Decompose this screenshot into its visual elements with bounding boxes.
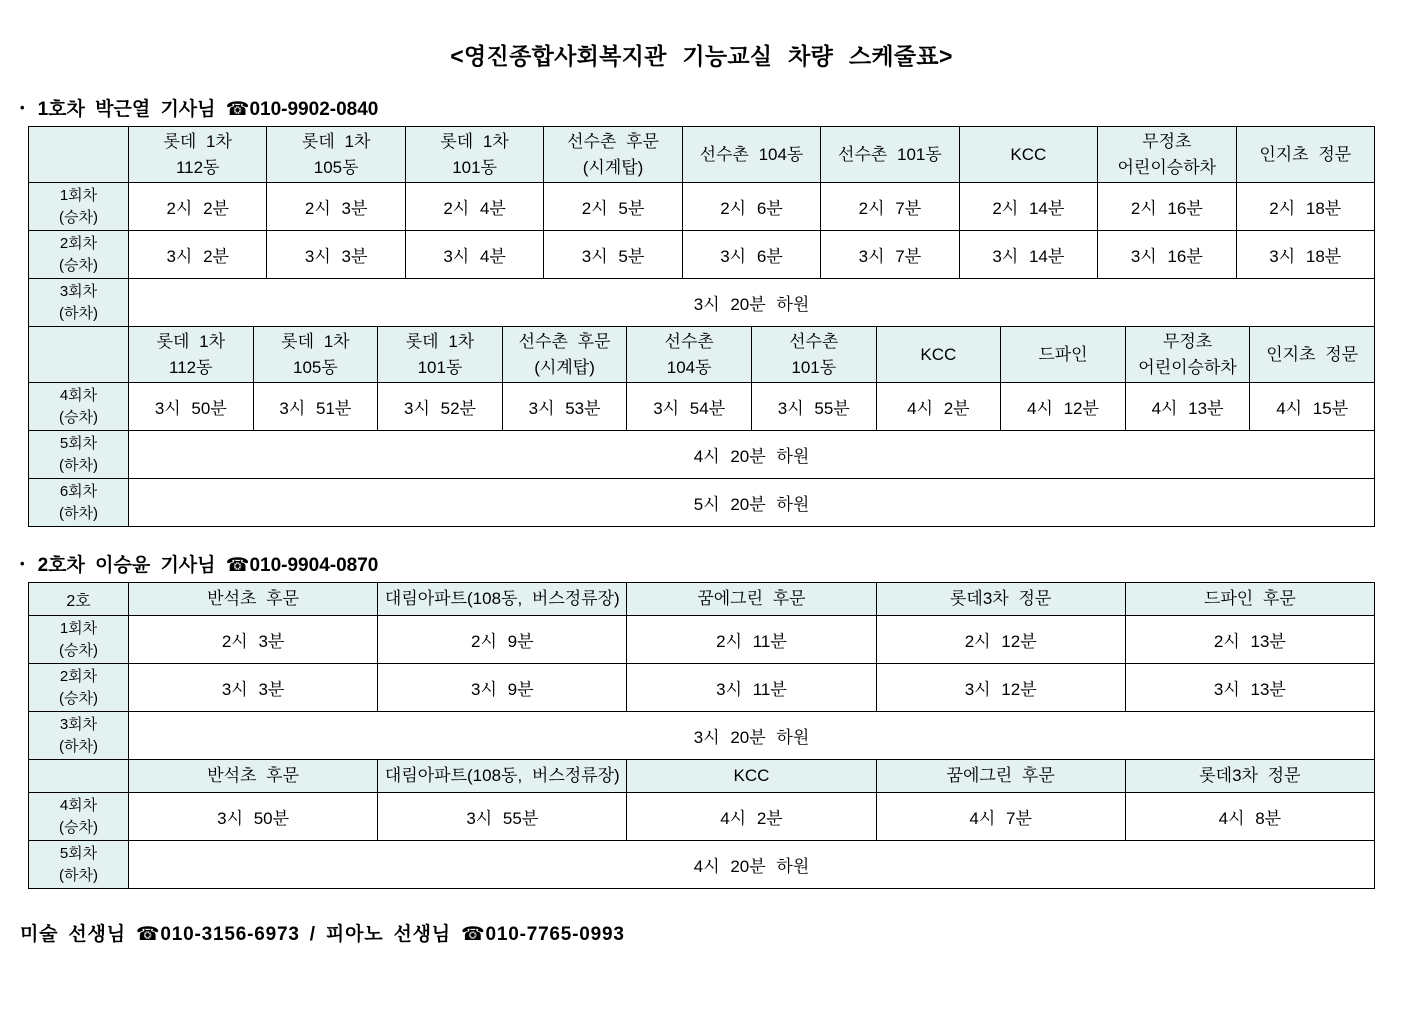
time-cell: 3시 55분 (751, 383, 876, 431)
time-cell: 3시 5분 (544, 231, 682, 279)
stop-header-cell (405, 127, 543, 183)
cell-line: 101동 (791, 357, 837, 377)
cell-line: 2회차 (59, 234, 98, 252)
corner-cell (29, 327, 129, 383)
time-cell: 2시 7분 (821, 183, 959, 231)
stop-header-cell (129, 583, 378, 616)
corner-cell (29, 760, 129, 793)
trip-row (29, 383, 1375, 431)
time-cell: 2시 18분 (1236, 183, 1375, 231)
stop-header-cell (129, 127, 267, 183)
cell-line: 5회차 (59, 844, 98, 862)
schedule-table (28, 582, 1375, 760)
cell-line: 선수촌 101동 (838, 144, 942, 164)
cell-line: 무정초 (1162, 332, 1213, 351)
cell-line: (시계탑) (582, 157, 644, 177)
cell-line: 드파인 (1038, 344, 1088, 364)
time-cell: 2시 12분 (876, 616, 1125, 664)
trip-label-cell (29, 383, 129, 431)
time-cell: 2시 3분 (267, 183, 405, 231)
cell-line: 롯데 1차 (405, 332, 475, 351)
stop-header-cell (876, 583, 1125, 616)
cell-line: 1회차 (59, 619, 98, 637)
stop-header-cell (627, 327, 752, 383)
trip-label-cell (29, 183, 129, 231)
cell-line: 선수촌 후문 (518, 332, 611, 351)
stop-header-cell (959, 127, 1097, 183)
trip-label-cell (29, 841, 129, 889)
cell-line: (승차) (59, 256, 98, 274)
corner-cell (29, 127, 129, 183)
cell-line: 104동 (666, 357, 712, 377)
time-cell: 2시 2분 (129, 183, 267, 231)
stop-header-cell (1250, 327, 1375, 383)
time-cell: 3시 51분 (253, 383, 378, 431)
cell-line: 꿈에그린 후문 (697, 589, 806, 609)
time-cell: 3시 4분 (405, 231, 543, 279)
time-cell: 2시 13분 (1125, 616, 1374, 664)
time-cell: 4시 2분 (627, 793, 876, 841)
cell-line: 롯데3차 정문 (1199, 766, 1301, 786)
cell-line: 롯데3차 정문 (950, 589, 1052, 609)
bus-2-heading-text: 2호차 이승윤 기사님 ☎010-9904-0870 (37, 555, 379, 576)
time-cell: 3시 53분 (502, 383, 627, 431)
cell-line: 112동 (175, 157, 220, 177)
schedule-table (28, 326, 1375, 527)
cell-line: 4회차 (59, 796, 98, 814)
time-cell: 3시 2분 (129, 231, 267, 279)
cell-line: 105동 (292, 357, 338, 377)
time-cell: 2시 4분 (405, 183, 543, 231)
time-cell: 3시 3분 (267, 231, 405, 279)
dropoff-span-cell: 3시 20분 하원 (129, 712, 1375, 760)
cell-line: (승차) (59, 208, 98, 226)
time-cell: 2시 9분 (378, 616, 627, 664)
stop-header-cell (1098, 127, 1236, 183)
cell-line: 3회차 (59, 282, 98, 300)
stop-header-row (29, 583, 1375, 616)
cell-line: KCC (733, 766, 770, 786)
time-cell: 2시 3분 (129, 616, 378, 664)
trip-row (29, 664, 1375, 712)
trip-label-cell (29, 479, 129, 527)
cell-line: 대림아파트(108동, 버스정류장) (384, 766, 620, 786)
time-cell: 3시 3분 (129, 664, 378, 712)
cell-line: 선수촌 104동 (699, 144, 804, 164)
stop-header-cell (1125, 583, 1374, 616)
time-cell: 3시 50분 (129, 383, 254, 431)
cell-line: 인지초 정문 (1259, 144, 1352, 164)
bus-2-tables (28, 582, 1403, 889)
stop-header-cell (502, 327, 627, 383)
stop-header-cell (627, 760, 876, 793)
stop-header-cell (378, 760, 627, 793)
stop-header-cell (129, 760, 378, 793)
cell-line: 어린이승하차 (1138, 357, 1237, 377)
cell-line: 선수촌 (664, 332, 714, 351)
time-cell: 4시 13분 (1125, 383, 1250, 431)
stop-header-cell (253, 327, 378, 383)
trip-label-cell (29, 279, 129, 327)
cell-line: 롯데 1차 (440, 132, 509, 151)
time-cell: 4시 12분 (1001, 383, 1126, 431)
trip-label-cell (29, 712, 129, 760)
cell-line: (승차) (59, 689, 98, 707)
time-cell: 3시 16분 (1098, 231, 1236, 279)
time-cell: 3시 13분 (1125, 664, 1374, 712)
stop-header-cell (267, 127, 405, 183)
dropoff-span-cell: 3시 20분 하원 (129, 279, 1375, 327)
cell-line: 대림아파트(108동, 버스정류장) (384, 589, 620, 609)
trip-label-cell (29, 231, 129, 279)
cell-line: (하차) (59, 504, 98, 522)
cell-line: 5회차 (59, 434, 98, 452)
trip-label-cell (29, 616, 129, 664)
cell-line: 2호 (66, 592, 91, 610)
cell-line: 2회차 (59, 667, 98, 685)
cell-line: 어린이승하차 (1117, 157, 1217, 177)
stop-header-cell (876, 760, 1125, 793)
trip-label-cell (29, 431, 129, 479)
time-cell: 3시 6분 (682, 231, 820, 279)
dropoff-span-cell: 4시 20분 하원 (129, 431, 1375, 479)
cell-line: 101동 (452, 157, 497, 177)
bus-1-tables (28, 126, 1403, 527)
stop-header-cell (1236, 127, 1375, 183)
time-cell: 3시 7분 (821, 231, 959, 279)
bus-1-heading (20, 94, 1403, 121)
stop-header-cell (1125, 760, 1374, 793)
stop-header-cell (682, 127, 820, 183)
trip-row (29, 712, 1375, 760)
cell-line: (승차) (59, 408, 98, 426)
schedule-table (28, 126, 1375, 327)
bullet-icon: • (20, 100, 25, 115)
stop-header-cell (378, 327, 503, 383)
time-cell: 3시 18분 (1236, 231, 1375, 279)
stop-header-cell (821, 127, 959, 183)
time-cell: 2시 16분 (1098, 183, 1236, 231)
bus-2-heading (20, 550, 1403, 577)
cell-line: 101동 (417, 357, 463, 377)
cell-line: KCC (920, 344, 957, 364)
cell-line: 112동 (169, 357, 213, 377)
cell-line: 3회차 (59, 715, 98, 733)
trip-label-cell (29, 793, 129, 841)
cell-line: 꿈에그린 후문 (946, 766, 1055, 786)
cell-line: (하차) (59, 737, 98, 755)
stop-header-cell (544, 127, 682, 183)
cell-line: 롯데 1차 (163, 132, 232, 151)
cell-line: (하차) (59, 304, 98, 322)
trip-row (29, 431, 1375, 479)
cell-line: (하차) (59, 456, 98, 474)
trip-row (29, 793, 1375, 841)
dropoff-span-cell: 4시 20분 하원 (129, 841, 1375, 889)
cell-line: 4회차 (59, 386, 98, 404)
time-cell: 4시 15분 (1250, 383, 1375, 431)
schedule-table (28, 759, 1375, 889)
bus-1-heading-text: 1호차 박근열 기사님 ☎010-9902-0840 (37, 99, 379, 120)
cell-line: 반석초 후문 (207, 589, 300, 609)
stop-header-cell (129, 327, 254, 383)
cell-line: 드파인 후문 (1203, 589, 1296, 609)
trip-row (29, 479, 1375, 527)
cell-line: (승차) (59, 641, 98, 659)
time-cell: 2시 11분 (627, 616, 876, 664)
time-cell: 4시 8분 (1125, 793, 1374, 841)
cell-line: 무정초 (1142, 132, 1192, 151)
time-cell: 4시 7분 (876, 793, 1125, 841)
cell-line: (시계탑) (534, 357, 595, 377)
trip-row (29, 841, 1375, 889)
teacher-contacts: 미술 선생님 ☎010-3156-6973 / 피아노 선생님 ☎010-7765-0993 (20, 924, 625, 945)
time-cell: 3시 12분 (876, 664, 1125, 712)
section-bus-2 (0, 550, 1403, 889)
cell-line: 인지초 정문 (1266, 344, 1359, 364)
time-cell: 2시 14분 (959, 183, 1097, 231)
document-title: <영진종합사회복지관 기능교실 차량 스케줄표> (450, 43, 953, 69)
time-cell: 3시 11분 (627, 664, 876, 712)
stop-header-row (29, 327, 1375, 383)
time-cell: 3시 52분 (378, 383, 503, 431)
time-cell: 4시 2분 (876, 383, 1001, 431)
schedule-document (0, 38, 1403, 946)
corner-cell (29, 583, 129, 616)
stop-header-cell (378, 583, 627, 616)
trip-label-cell (29, 664, 129, 712)
cell-line: 105동 (313, 157, 359, 177)
cell-line: 롯데 1차 (281, 332, 350, 351)
cell-line: (하차) (59, 866, 98, 884)
stop-header-row (29, 760, 1375, 793)
cell-line: 선수촌 후문 (567, 132, 659, 151)
time-cell: 3시 14분 (959, 231, 1097, 279)
time-cell: 3시 50분 (129, 793, 378, 841)
time-cell: 3시 55분 (378, 793, 627, 841)
time-cell: 2시 5분 (544, 183, 682, 231)
cell-line: (승차) (59, 818, 98, 836)
trip-row (29, 279, 1375, 327)
stop-header-cell (1001, 327, 1126, 383)
stop-header-cell (1125, 327, 1250, 383)
stop-header-cell (751, 327, 876, 383)
bullet-icon: • (20, 556, 25, 571)
cell-line: KCC (1010, 144, 1047, 164)
trip-row (29, 616, 1375, 664)
section-bus-1 (0, 94, 1403, 527)
trip-row (29, 231, 1375, 279)
cell-line: 롯데 1차 (301, 132, 371, 151)
time-cell: 3시 9분 (378, 664, 627, 712)
cell-line: 선수촌 (789, 332, 839, 351)
stop-header-cell (876, 327, 1001, 383)
cell-line: 6회차 (59, 482, 98, 500)
cell-line: 1회차 (59, 186, 98, 204)
stop-header-cell (627, 583, 876, 616)
time-cell: 3시 54분 (627, 383, 752, 431)
stop-header-row (29, 127, 1375, 183)
trip-row (29, 183, 1375, 231)
time-cell: 2시 6분 (682, 183, 820, 231)
cell-line: 롯데 1차 (156, 332, 226, 351)
dropoff-span-cell: 5시 20분 하원 (129, 479, 1375, 527)
cell-line: 반석초 후문 (207, 766, 300, 786)
